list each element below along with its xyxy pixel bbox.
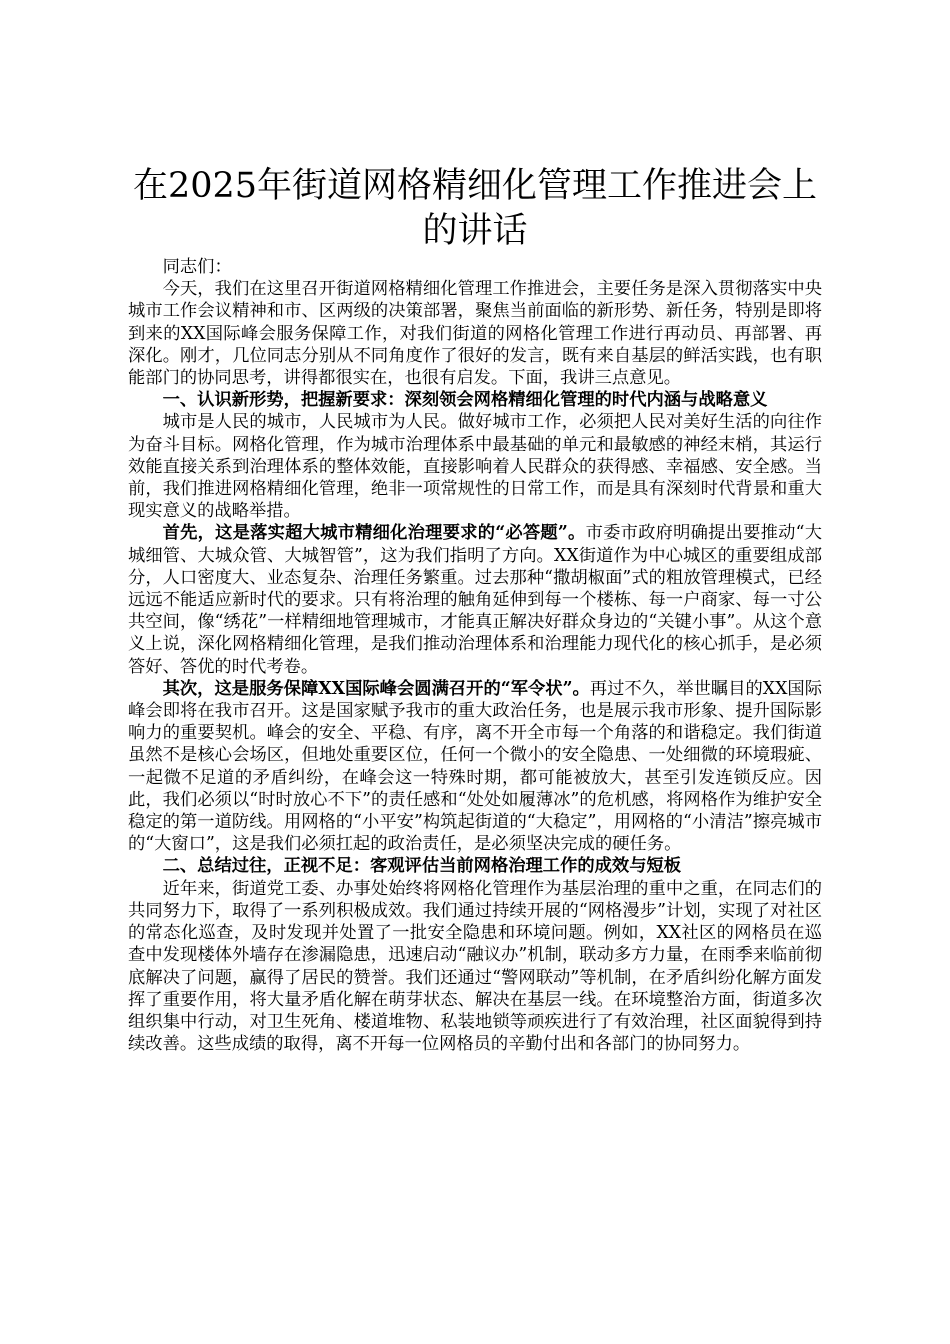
document-body	[128, 256, 822, 1055]
section-1-heading: 一、认识新形势，把握新要求：深刻领会网格精细化管理的时代内涵与战略意义	[162, 390, 768, 411]
intro-paragraph: 今天，我们在这里召开街道网格精细化管理工作推进会，主要任务是深入贯彻落实中央城市工作会议精神和市、区两级的决策部署，聚焦当前面临的新形势、新任务，特别是即将到来的XX国际峰会服务保障工作，对我们街道的网格化管理工作进行再动员、再部署、再深化。刚才，几位同志分别从不同角度作了很好的发言，既有来自基层的鲜活实践，也有职能部门的协同思考，讲得都很实在，也很有启发。下面，我讲三点意见。	[128, 279, 822, 389]
section-1-paragraph-3	[128, 678, 822, 856]
section-1-paragraph-3-lead: 其次，这是服务保障XX国际峰会圆满召开的“军令状”。	[162, 678, 590, 699]
section-1-paragraph-2-body: 市委市政府明确提出要推动“大城细管、大城众管、大城智管”，这为我们指明了方向。XX街道作为中心城区的重要组成部分，人口密度大、业态复杂、治理任务繁重。过去那种“撒胡椒面”式的粗放管理模式，已经远远不能适应新时代的要求。只有将治理的触角延伸到每一个楼栋、每一户商家、每一寸公共空间，像“绣花”一样精细地管理城市，才能真正解决好群众身边的“关键小事”。从这个意义上说，深化网格精细化管理，是我们推动治理体系和治理能力现代化的核心抓手，是必须答好、答优的时代考卷。	[128, 523, 822, 677]
document-title: 在2025年街道网格精细化管理工作推进会上的讲话	[132, 166, 818, 251]
section-1-paragraph-2-lead: 首先，这是落实超大城市精细化治理要求的“必答题”。	[162, 523, 586, 544]
section-1-paragraph-3-body: 再过不久，举世瞩目的XX国际峰会即将在我市召开。这是国家赋予我市的重大政治任务，也是展示我市形象、提升国际影响力的重要契机。峰会的安全、平稳、有序，离不开全市每一个角落的和谐稳定。我们街道虽然不是核心会场区，但地处重要区位，任何一个微小的安全隐患、一处细微的环境瑕疵、一起微不足道的矛盾纠纷，在峰会这一特殊时期，都可能被放大，甚至引发连锁反应。因此，我们必须以“时时放心不下”的责任感和“处处如履薄冰”的危机感，将网格作为维护安全稳定的第一道防线。用网格的“小平安”构筑起街道的“大稳定”，用网格的“小清洁”擦亮城市的“大窗口”，这是我们必须扛起的政治责任，是必须坚决完成的硬任务。	[128, 678, 822, 855]
section-2-heading: 二、总结过往，正视不足：客观评估当前网格治理工作的成效与短板	[162, 856, 682, 877]
section-2-paragraph-1: 近年来，街道党工委、办事处始终将网格化管理作为基层治理的重中之重，在同志们的共同努力下，取得了一系列积极成效。我们通过持续开展的“网格漫步”计划，实现了对社区的常态化巡查，及时发现并处置了一批安全隐患和环境问题。例如，XX社区的网格员在巡查中发现楼体外墙存在渗漏隐患，迅速启动“融议办”机制，联动多方力量，在雨季来临前彻底解决了问题，赢得了居民的赞誉。我们还通过“警网联动”等机制，在矛盾纠纷化解方面发挥了重要作用，将大量矛盾化解在萌芽状态、解决在基层一线。在环境整治方面，街道多次组织集中行动，对卫生死角、楼道堆物、私装地锁等顽疾进行了有效治理，社区面貌得到持续改善。这些成绩的取得，离不开每一位网格员的辛勤付出和各部门的协同努力。	[128, 878, 822, 1055]
section-1-paragraph-2	[128, 522, 822, 677]
section-1-paragraph-1: 城市是人民的城市，人民城市为人民。做好城市工作，必须把人民对美好生活的向往作为奋斗目标。网格化管理，作为城市治理体系中最基础的单元和最敏感的神经末梢，其运行效能直接关系到治理体系的整体效能，直接影响着人民群众的获得感、幸福感、安全感。当前，我们推进网格精细化管理，绝非一项常规性的日常工作，而是具有深刻时代背景和重大现实意义的战略举措。	[128, 412, 822, 522]
greeting: 同志们：	[162, 257, 232, 277]
